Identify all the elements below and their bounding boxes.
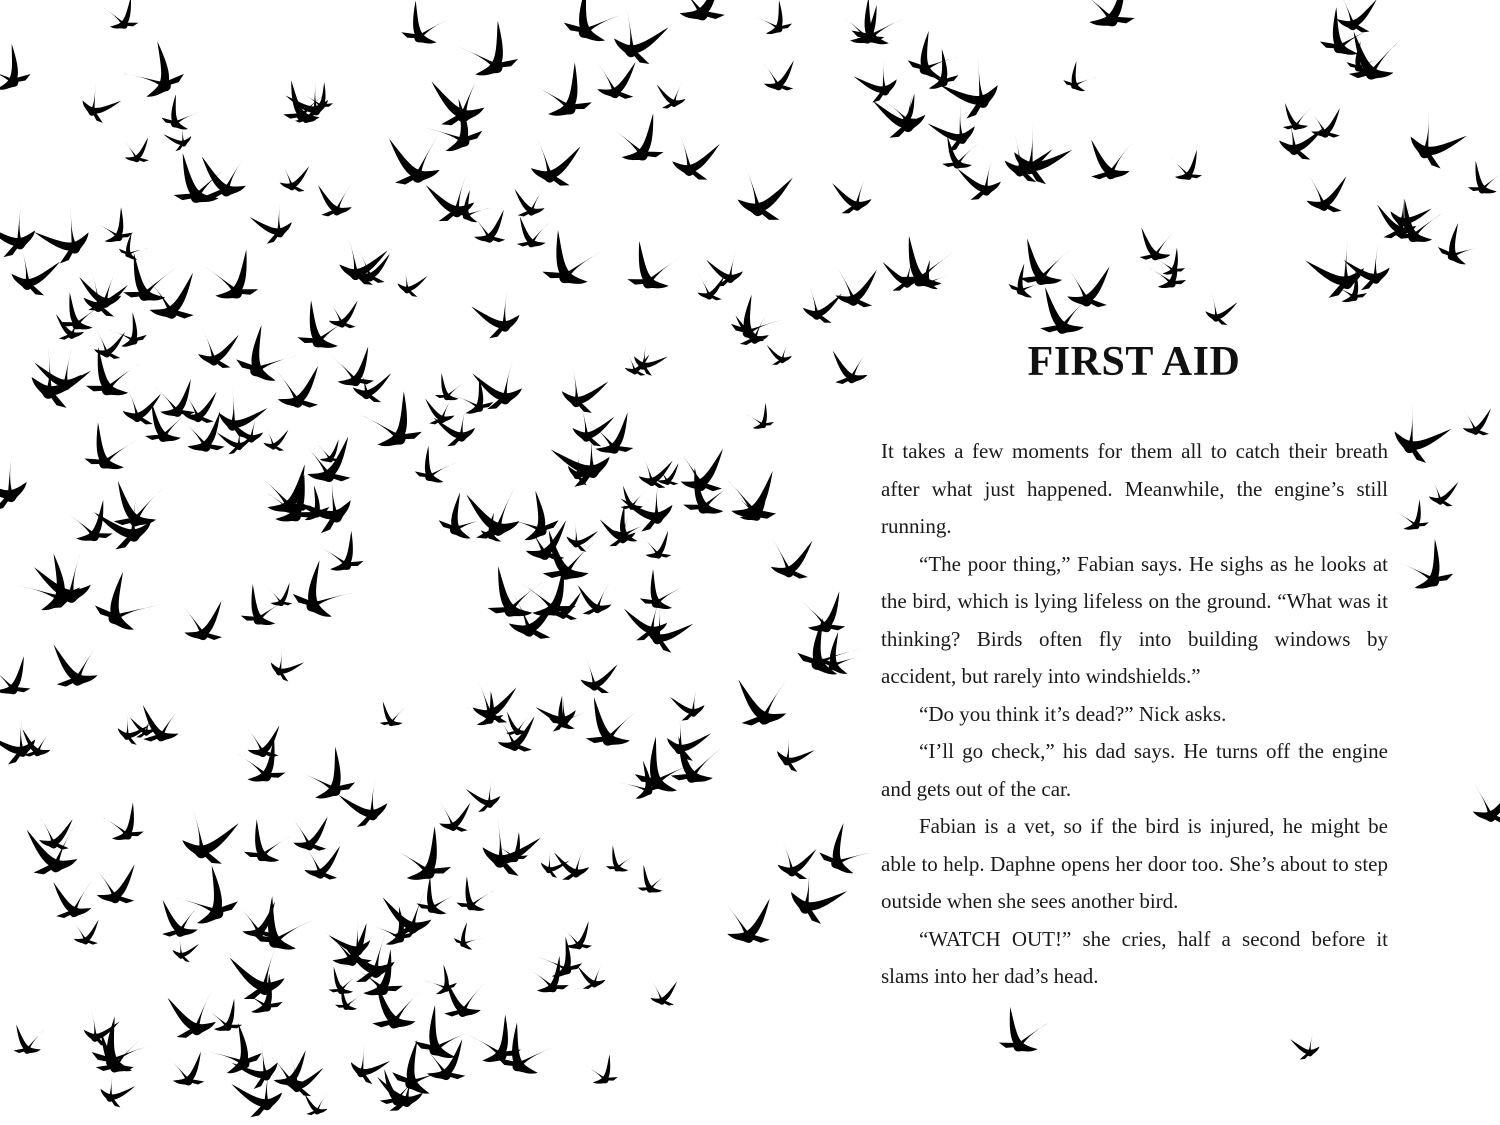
bird-silhouette-icon (641, 531, 672, 561)
bird-silhouette-icon (753, 0, 793, 40)
bird-silhouette-icon (1006, 121, 1072, 187)
bird-silhouette-icon (773, 839, 816, 881)
bird-silhouette-icon (576, 655, 617, 695)
bird-silhouette-icon (471, 287, 526, 341)
story-paragraph: “The poor thing,” Fabian says. He sighs as he looks at the bird, which is lying lifeless on the ground. “What was it thinking? Birds often fly into building windows by accident, but rarely into windshields.” (881, 551, 1388, 688)
bird-silhouette-icon (205, 999, 242, 1036)
bird-silhouette-icon (101, 802, 145, 845)
bird-silhouette-icon (379, 701, 406, 728)
bird-silhouette-icon (240, 584, 288, 631)
bird-silhouette-icon (275, 366, 318, 408)
bird-silhouette-icon (296, 300, 352, 355)
bird-silhouette-icon (34, 549, 98, 612)
bird-silhouette-icon (475, 813, 541, 878)
bird-silhouette-icon (1169, 150, 1203, 183)
bird-silhouette-icon (202, 250, 259, 306)
bird-silhouette-icon (243, 819, 293, 868)
bird-silhouette-icon (234, 325, 299, 390)
bird-silhouette-icon (330, 347, 374, 390)
bird-silhouette-icon (466, 775, 505, 813)
bird-silhouette-icon (0, 713, 42, 767)
bird-silhouette-icon (250, 198, 298, 245)
bird-silhouette-icon (168, 988, 221, 1040)
bird-silhouette-icon (515, 186, 548, 218)
bird-silhouette-icon (291, 560, 357, 626)
bird-silhouette-icon (93, 207, 134, 248)
bird-silhouette-icon (1396, 539, 1454, 597)
bird-silhouette-icon (1309, 108, 1340, 138)
bird-silhouette-icon (594, 59, 635, 99)
bird-silhouette-icon (1064, 263, 1110, 307)
bird-silhouette-icon (800, 591, 845, 635)
bird-silhouette-icon (277, 161, 309, 193)
bird-silhouette-icon (230, 942, 291, 1002)
bird-silhouette-icon (296, 747, 357, 807)
bird-silhouette-icon (1062, 61, 1097, 96)
bird-silhouette-icon (113, 481, 162, 529)
bird-silhouette-icon (667, 130, 720, 182)
bird-silhouette-icon (83, 422, 138, 476)
bird-silhouette-icon (673, 0, 726, 23)
bird-silhouette-icon (122, 253, 177, 307)
bird-silhouette-icon (648, 978, 677, 1006)
bird-silhouette-icon (607, 6, 669, 67)
bird-silhouette-icon (0, 44, 32, 97)
bird-silhouette-icon (414, 446, 457, 489)
story-paragraph: It takes a few moments for them all to catch their breath after what just happened. Meanwhile, the engine’s still running. (881, 439, 1388, 538)
bird-silhouette-icon (832, 264, 877, 308)
bird-silhouette-icon (390, 826, 453, 888)
bird-silhouette-icon (744, 403, 775, 433)
bird-silhouette-icon (999, 131, 1053, 184)
bird-silhouette-icon (637, 865, 669, 896)
bird-silhouette-icon (939, 54, 1006, 121)
bird-silhouette-icon (724, 899, 770, 943)
bird-silhouette-icon (455, 21, 519, 85)
story-paragraph: Fabian is a vet, so if the bird is injured, he might be able to help. Daphne opens her door too. She’s about to step outside when she sees another bird. (881, 814, 1388, 913)
bird-silhouette-icon (328, 967, 359, 997)
bird-silhouette-icon (567, 402, 614, 449)
bird-silhouette-icon (1469, 780, 1500, 824)
bird-silhouette-icon (95, 1031, 140, 1075)
bird-silhouette-icon (36, 815, 73, 851)
bird-silhouette-icon (266, 645, 304, 683)
bird-silhouette-icon (913, 49, 960, 96)
bird-silhouette-icon (394, 265, 428, 298)
bird-silhouette-icon (928, 101, 982, 154)
bird-silhouette-icon (1402, 107, 1466, 171)
bird-silhouette-icon (123, 137, 149, 162)
bird-silhouette-icon (1305, 234, 1372, 300)
bird-silhouette-icon (585, 697, 640, 750)
story-paragraph: “Do you think it’s dead?” Nick asks. (919, 701, 1227, 726)
bird-silhouette-icon (194, 326, 239, 370)
bird-silhouette-icon (54, 641, 102, 687)
bird-silhouette-icon (77, 80, 122, 124)
bird-silhouette-icon (798, 282, 842, 325)
bird-silhouette-icon (578, 960, 609, 990)
bird-silhouette-icon (345, 1041, 390, 1086)
bird-silhouette-icon (1201, 291, 1237, 327)
bird-silhouette-icon (154, 379, 195, 419)
bird-silhouette-icon (762, 60, 794, 91)
bird-silhouette-icon (854, 56, 903, 105)
bird-silhouette-icon (175, 804, 238, 866)
bird-silhouette-icon (291, 815, 328, 851)
bird-silhouette-icon (72, 919, 99, 945)
bird-silhouette-icon (725, 471, 776, 521)
bird-silhouette-icon (998, 1007, 1050, 1058)
bird-silhouette-icon (437, 800, 471, 833)
bird-silhouette-icon (767, 535, 812, 579)
bird-silhouette-icon (541, 230, 604, 292)
bird-silhouette-icon (169, 934, 199, 964)
bird-silhouette-icon (527, 956, 570, 998)
bird-silhouette-icon (162, 900, 201, 937)
bird-silhouette-icon (261, 425, 289, 452)
bird-silhouette-icon (1091, 139, 1132, 179)
bird-silhouette-icon (1437, 223, 1485, 271)
bird-silhouette-icon (237, 973, 283, 1019)
bird-silhouette-icon (531, 63, 593, 125)
bird-silhouette-icon (471, 210, 506, 244)
bird-silhouette-icon (739, 676, 790, 726)
bird-silhouette-icon (536, 688, 582, 733)
bird-silhouette-icon (620, 486, 646, 512)
bird-silhouette-icon (359, 391, 423, 455)
bird-silhouette-icon (833, 348, 871, 385)
bird-silhouette-icon (957, 154, 1006, 202)
bird-silhouette-icon (444, 978, 485, 1017)
bird-silhouette-icon (91, 327, 125, 360)
bird-silhouette-icon (657, 79, 689, 110)
bird-silhouette-icon (767, 339, 795, 366)
bird-silhouette-icon (400, 0, 451, 50)
bird-silhouette-icon (772, 731, 815, 774)
bird-silhouette-icon (850, 0, 905, 52)
bird-silhouette-icon (526, 134, 581, 188)
bird-silhouette-icon (1386, 401, 1451, 466)
bird-silhouette-icon (426, 171, 480, 224)
bird-silhouette-icon (639, 569, 686, 615)
bird-silhouette-icon (695, 272, 725, 301)
bird-silhouette-icon (326, 298, 357, 328)
bird-silhouette-icon (34, 204, 96, 266)
bird-silhouette-icon (466, 484, 524, 541)
bird-silhouette-icon (27, 822, 82, 876)
bird-silhouette-icon (318, 182, 355, 218)
bird-silhouette-icon (172, 866, 240, 933)
bird-silhouette-icon (102, 0, 139, 33)
bird-silhouette-icon (584, 1054, 618, 1088)
bird-silhouette-icon (181, 601, 222, 641)
bird-silhouette-icon (94, 864, 134, 903)
bird-silhouette-icon (0, 200, 42, 260)
bird-silhouette-icon (168, 1052, 205, 1088)
bird-silhouette-icon (600, 509, 640, 548)
bird-silhouette-icon (53, 879, 94, 919)
bird-silhouette-icon (578, 580, 615, 616)
bird-silhouette-icon (235, 738, 286, 788)
bird-silhouette-icon (1394, 499, 1430, 534)
bird-silhouette-icon (79, 267, 126, 313)
story-text (881, 433, 1388, 996)
bird-silhouette-icon (95, 1069, 135, 1109)
bird-silhouette-icon (202, 152, 250, 199)
bird-silhouette-icon (610, 113, 664, 166)
bird-silhouette-icon (1283, 103, 1312, 131)
bird-silhouette-icon (431, 70, 489, 127)
bird-silhouette-icon (1019, 238, 1071, 289)
bird-silhouette-icon (13, 1024, 45, 1055)
bird-silhouette-icon (113, 710, 149, 746)
bird-silhouette-icon (670, 684, 709, 722)
bird-silhouette-icon (1333, 0, 1377, 34)
bird-silhouette-icon (121, 41, 185, 105)
bird-silhouette-icon (389, 132, 444, 186)
bird-silhouette-icon (339, 775, 394, 830)
bird-silhouette-icon (605, 845, 635, 875)
bird-silhouette-icon (456, 877, 496, 917)
bird-silhouette-icon (817, 823, 876, 881)
bird-silhouette-icon (554, 843, 593, 881)
bird-silhouette-icon (453, 922, 485, 954)
story-paragraph: “I’ll go check,” his dad says. He turns off the engine and gets out of the car. (881, 739, 1388, 801)
bird-silhouette-icon (677, 447, 723, 491)
chapter-title: FIRST AID (1027, 339, 1241, 385)
bird-silhouette-icon (434, 373, 466, 404)
bird-silhouette-icon (627, 241, 682, 295)
bird-silhouette-icon (517, 216, 551, 249)
bird-silhouette-icon (706, 248, 747, 288)
bird-silhouette-icon (731, 163, 792, 223)
bird-silhouette-icon (1426, 476, 1459, 508)
bird-silhouette-icon (93, 572, 160, 639)
bird-silhouette-icon (1460, 406, 1491, 436)
bird-silhouette-icon (0, 656, 31, 698)
bird-silhouette-icon (1467, 161, 1500, 198)
bird-silhouette-icon (1078, 0, 1136, 32)
bird-silhouette-icon (160, 94, 202, 135)
story-paragraph: “WATCH OUT!” she cries, half a second before it slams into her dad’s head. (881, 926, 1388, 988)
bird-silhouette-icon (1274, 112, 1325, 162)
bird-silhouette-icon (1290, 1028, 1323, 1061)
bird-silhouette-icon (832, 173, 876, 216)
bird-silhouette-icon (556, 363, 608, 415)
bird-silhouette-icon (817, 632, 866, 681)
bird-silhouette-icon (416, 877, 460, 921)
bird-silhouette-icon (562, 518, 598, 553)
bird-silhouette-icon (23, 344, 91, 411)
bird-silhouette-icon (78, 270, 128, 319)
bird-silhouette-icon (1303, 171, 1346, 213)
bird-silhouette-icon (661, 713, 711, 763)
bird-silhouette-icon (318, 531, 365, 577)
bird-silhouette-icon (1139, 228, 1174, 262)
bird-silhouette-icon (143, 705, 181, 742)
bird-silhouette-icon (0, 451, 34, 514)
